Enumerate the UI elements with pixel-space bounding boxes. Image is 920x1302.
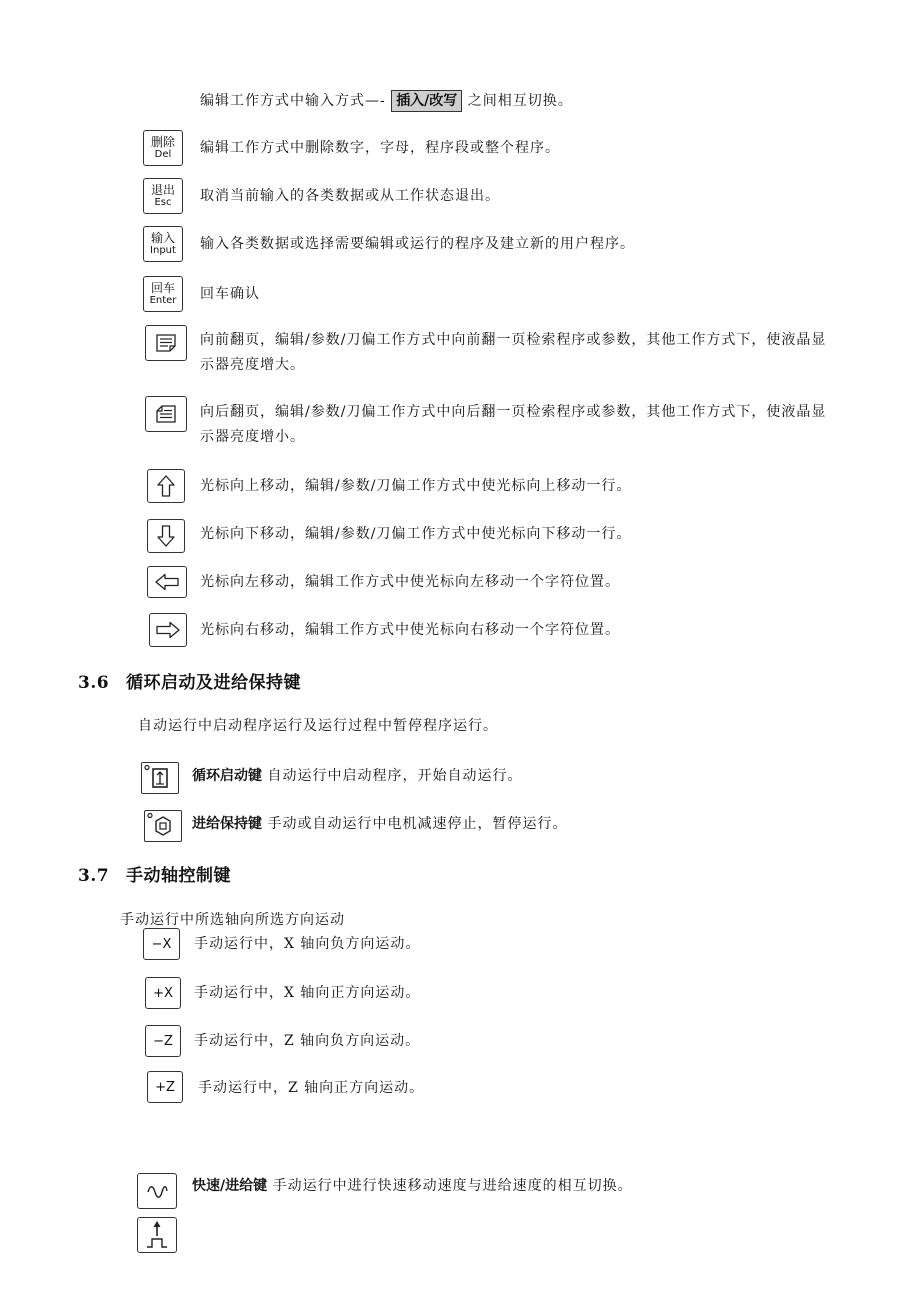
delete-key-sub: Del xyxy=(154,149,172,160)
escape-key-label: 退出 xyxy=(150,183,175,197)
minus-x-key[interactable] xyxy=(143,928,180,960)
pulse-icon xyxy=(138,1218,176,1252)
delete-key[interactable] xyxy=(143,130,183,166)
minus-z-desc: 手动运行中，Z 轴向负方向运动。 xyxy=(194,1033,421,1049)
plus-x-key[interactable] xyxy=(145,977,181,1009)
page-down-key[interactable] xyxy=(145,396,187,432)
cursor-up-desc: 光标向上移动，编辑/参数/刀偏工作方式中使光标向上移动一行。 xyxy=(200,478,632,494)
page-down-desc: 向后翻页，编辑/参数/刀偏工作方式中向后翻一页检索程序或参数，其他工作方式下，使液晶显示器亮度增小。 xyxy=(200,404,827,445)
arrow-left-icon xyxy=(154,573,180,591)
feed-hold-desc: 手动或自动运行中电机减速停止，暂停运行。 xyxy=(267,816,568,832)
feed-step-key[interactable] xyxy=(137,1217,177,1253)
feed-hold-icon xyxy=(145,811,181,841)
cycle-start-key[interactable] xyxy=(141,762,179,794)
edit-mode-prefix: 编辑工作方式中输入方式—- xyxy=(200,93,386,109)
rapid-key[interactable] xyxy=(137,1173,177,1209)
enter-key-desc: 回车确认 xyxy=(200,286,260,302)
escape-key-desc: 取消当前输入的各类数据或从工作状态退出。 xyxy=(200,188,500,204)
minus-z-key[interactable] xyxy=(145,1025,181,1057)
plus-x-desc: 手动运行中，X 轴向正方向运动。 xyxy=(194,985,421,1001)
section-37-heading xyxy=(78,861,231,886)
minus-x-label: −X xyxy=(151,936,172,952)
rapid-name: 快速/进给键 xyxy=(192,1178,268,1194)
input-key-desc: 输入各类数据或选择需要编辑或运行的程序及建立新的用户程序。 xyxy=(200,236,635,252)
minus-x-desc: 手动运行中，X 轴向负方向运动。 xyxy=(194,936,421,952)
delete-key-label: 删除 xyxy=(150,135,175,149)
plus-z-desc: 手动运行中，Z 轴向正方向运动。 xyxy=(198,1080,425,1096)
cycle-start-name: 循环启动键 xyxy=(192,768,262,784)
insert-overwrite-key[interactable]: 插入/改写 xyxy=(391,90,462,112)
edit-mode-line xyxy=(200,90,573,112)
rapid-line xyxy=(192,1176,633,1196)
feed-hold-key[interactable] xyxy=(144,810,182,842)
cycle-start-icon xyxy=(142,763,178,793)
cursor-left-desc: 光标向左移动，编辑工作方式中使光标向左移动一个字符位置。 xyxy=(200,574,620,590)
cursor-right-key[interactable] xyxy=(149,613,187,647)
cursor-down-desc: 光标向下移动，编辑/参数/刀偏工作方式中使光标向下移动一行。 xyxy=(200,526,632,542)
section-37-intro: 手动运行中所选轴向所选方向运动 xyxy=(120,912,345,928)
page-up-icon xyxy=(154,333,178,353)
page-up-key[interactable] xyxy=(145,325,187,361)
page-down-icon xyxy=(154,404,178,424)
enter-key-sub: Enter xyxy=(149,295,177,306)
escape-key[interactable] xyxy=(143,178,183,214)
delete-key-desc: 编辑工作方式中删除数字，字母，程序段或整个程序。 xyxy=(200,140,560,156)
feed-hold-name: 进给保持键 xyxy=(192,816,262,832)
input-key-label: 输入 xyxy=(150,231,175,245)
page-up-desc: 向前翻页，编辑/参数/刀偏工作方式中向前翻一页检索程序或参数，其他工作方式下，使液晶显示器亮度增大。 xyxy=(200,332,827,373)
section-36-title: 循环启动及进给保持键 xyxy=(126,673,301,693)
wave-icon xyxy=(138,1174,176,1208)
section-36-heading xyxy=(78,668,301,693)
cursor-up-key[interactable] xyxy=(147,469,185,503)
cycle-start-desc: 自动运行中启动程序，开始自动运行。 xyxy=(267,768,523,784)
input-key[interactable] xyxy=(143,226,183,262)
escape-key-sub: Esc xyxy=(154,197,172,208)
arrow-right-icon xyxy=(155,621,181,639)
plus-z-label: +Z xyxy=(155,1079,175,1095)
rapid-desc: 手动运行中进行快速移动速度与进给速度的相互切换。 xyxy=(272,1178,633,1194)
input-key-sub: Input xyxy=(150,245,176,256)
section-36-intro: 自动运行中启动程序运行及运行过程中暂停程序运行。 xyxy=(138,718,498,734)
enter-key[interactable] xyxy=(143,276,183,312)
minus-z-label: −Z xyxy=(153,1033,173,1049)
section-36-number: 3.6 xyxy=(78,673,110,693)
plus-x-label: +X xyxy=(153,985,173,1001)
arrow-up-icon xyxy=(156,474,176,498)
cursor-down-key[interactable] xyxy=(147,519,185,553)
cycle-start-line xyxy=(192,766,522,786)
section-37-number: 3.7 xyxy=(78,866,110,886)
plus-z-key[interactable] xyxy=(147,1071,183,1103)
enter-key-label: 回车 xyxy=(150,281,175,295)
edit-mode-suffix: 之间相互切换。 xyxy=(467,93,573,109)
feed-hold-line xyxy=(192,814,567,834)
arrow-down-icon xyxy=(156,524,176,548)
cursor-right-desc: 光标向右移动，编辑工作方式中使光标向右移动一个字符位置。 xyxy=(200,622,620,638)
cursor-left-key[interactable] xyxy=(147,566,187,598)
section-37-title: 手动轴控制键 xyxy=(126,866,231,886)
